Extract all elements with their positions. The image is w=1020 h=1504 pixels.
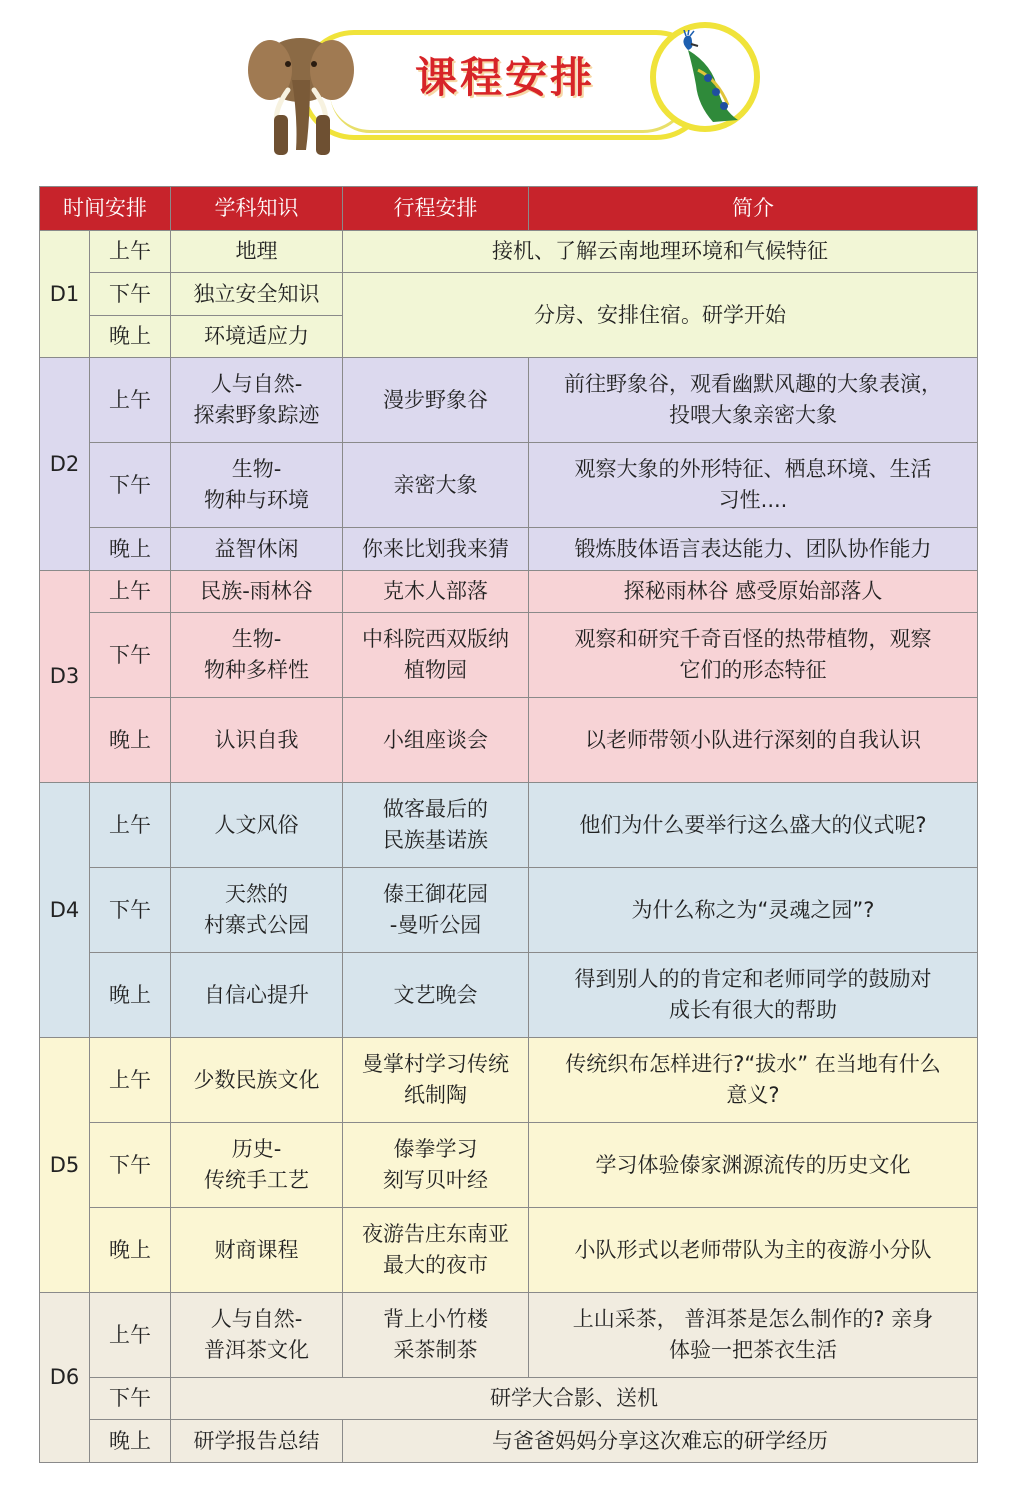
- header-subject: 学科知识: [171, 187, 343, 231]
- header-time: 时间安排: [40, 187, 171, 231]
- itinerary-cell: [343, 953, 529, 1038]
- time-cell: 晚上: [90, 953, 171, 1038]
- cell-line: 植物园: [404, 658, 467, 682]
- cell-line: 探秘雨林谷 感受原始部落人: [623, 579, 883, 603]
- intro-cell: [529, 783, 978, 868]
- merged-cell: 接机、了解云南地理环境和气候特征: [343, 231, 978, 273]
- table-row: [40, 1378, 978, 1420]
- intro-cell: [529, 1293, 978, 1378]
- time-cell: 下午: [90, 1378, 171, 1420]
- cell-line: 锻炼肢体语言表达能力、团队协作能力: [574, 536, 932, 561]
- subject-cell: [171, 1123, 343, 1208]
- cell-line: 背上小竹楼: [383, 1307, 488, 1331]
- table-row: [40, 783, 978, 868]
- itinerary-cell: [343, 1123, 529, 1208]
- cell-line: 研学报告总结: [193, 1428, 320, 1453]
- subject-cell: [171, 698, 343, 783]
- intro-cell: [529, 443, 978, 528]
- itinerary-cell: [343, 1293, 529, 1378]
- cell-line: 得到别人的的肯定和老师同学的鼓励对: [574, 967, 932, 991]
- cell-line: 傣王御花园: [383, 882, 488, 906]
- itinerary-cell: [343, 358, 529, 443]
- time-cell: 晚上: [90, 698, 171, 783]
- cell-line: 探索野象踪迹: [193, 403, 320, 427]
- time-cell: 晚上: [90, 316, 171, 358]
- table-row: [40, 1038, 978, 1123]
- cell-line: 财商课程: [214, 1237, 299, 1262]
- cell-line: 普洱茶文化: [204, 1338, 309, 1362]
- cell-line: 中科院西双版纳: [362, 627, 509, 651]
- cell-line: 曼掌村学习传统: [362, 1052, 509, 1076]
- header-itinerary: 行程安排: [343, 187, 529, 231]
- cell-line: 刻写贝叶经: [383, 1168, 488, 1192]
- subject-cell: [171, 1038, 343, 1123]
- subject-cell: 环境适应力: [171, 316, 343, 358]
- cell-line: 傣拳学习: [393, 1137, 478, 1161]
- table-row: [40, 953, 978, 1038]
- cell-line: 纸制陶: [404, 1083, 467, 1107]
- table-row: [40, 698, 978, 783]
- time-cell: 上午: [90, 1038, 171, 1123]
- itinerary-cell: [343, 571, 529, 613]
- table-row: [40, 358, 978, 443]
- table-row: [40, 1208, 978, 1293]
- time-cell: 下午: [90, 613, 171, 698]
- cell-line: -曼听公园: [389, 913, 482, 937]
- cell-line: 投喂大象亲密大象: [669, 403, 837, 427]
- subject-cell: 地理: [171, 231, 343, 273]
- day-label: D1: [40, 231, 90, 358]
- subject-cell: [171, 783, 343, 868]
- itinerary-cell: [343, 528, 529, 571]
- time-cell: 晚上: [90, 1420, 171, 1463]
- table-row: [40, 231, 978, 273]
- cell-line: 亲密大象: [393, 472, 478, 497]
- subject-cell: [171, 528, 343, 571]
- table-header-row: [40, 187, 978, 231]
- day-label: D2: [40, 358, 90, 571]
- subject-cell: [171, 868, 343, 953]
- cell-line: 生物-: [231, 627, 282, 651]
- cell-line: 少数民族文化: [193, 1067, 320, 1092]
- time-cell: 晚上: [90, 528, 171, 571]
- page-title: 课程安排: [414, 53, 595, 102]
- cell-line: 上山采茶， 普洱茶是怎么制作的? 亲身: [572, 1307, 934, 1331]
- subject-cell: [171, 1208, 343, 1293]
- itinerary-cell: [343, 698, 529, 783]
- cell-line: 物种多样性: [204, 658, 309, 682]
- cell-line: 益智休闲: [214, 536, 299, 561]
- cell-line: 民族基诺族: [383, 828, 488, 852]
- banner: [0, 0, 1020, 180]
- intro-cell: [529, 953, 978, 1038]
- itinerary-cell: [343, 613, 529, 698]
- subject-cell: [171, 613, 343, 698]
- subject-cell: [171, 571, 343, 613]
- day-label: D6: [40, 1293, 90, 1463]
- table-row: [40, 1123, 978, 1208]
- intro-cell: [529, 1208, 978, 1293]
- itinerary-cell: [343, 1038, 529, 1123]
- time-cell: 上午: [90, 571, 171, 613]
- time-cell: 上午: [90, 1293, 171, 1378]
- cell-line: 小队形式以老师带队为主的夜游小分队: [574, 1237, 932, 1262]
- cell-line: 意义?: [726, 1083, 780, 1107]
- cell-line: 克木人部落: [383, 579, 488, 603]
- time-cell: 上午: [90, 358, 171, 443]
- cell-line: 以老师带领小队进行深刻的自我认识: [585, 727, 921, 752]
- cell-line: 采茶制茶: [393, 1338, 478, 1362]
- cell-line: 天然的: [225, 882, 288, 906]
- cell-line: 体验一把茶衣生活: [669, 1338, 837, 1362]
- cell-line: 你来比划我来猜: [362, 536, 509, 561]
- cell-line: 成长有很大的帮助: [669, 998, 837, 1022]
- time-cell: 上午: [90, 231, 171, 273]
- time-cell: 下午: [90, 443, 171, 528]
- itinerary-cell: [343, 443, 529, 528]
- cell-line: 物种与环境: [204, 488, 309, 512]
- intro-cell: [529, 698, 978, 783]
- table-row: [40, 273, 978, 316]
- merged-cell: 研学大合影、送机: [171, 1378, 978, 1420]
- table-row: [40, 443, 978, 528]
- cell-line: 观察大象的外形特征、栖息环境、生活: [574, 457, 932, 481]
- intro-cell: [529, 571, 978, 613]
- subject-cell: [171, 443, 343, 528]
- itinerary-cell: [343, 1208, 529, 1293]
- cell-line: 人文风俗: [214, 812, 299, 837]
- cell-line: 传统织布怎样进行?“拔水” 在当地有什么: [565, 1052, 941, 1076]
- cell-line: 村寨式公园: [204, 913, 309, 937]
- cell-line: 漫步野象谷: [383, 387, 488, 412]
- cell-line: 人与自然-: [210, 1307, 303, 1331]
- cell-line: 最大的夜市: [383, 1253, 488, 1277]
- day-label: D4: [40, 783, 90, 1038]
- cell-line: 它们的形态特征: [679, 658, 827, 682]
- day-label: D5: [40, 1038, 90, 1293]
- day-label: D3: [40, 571, 90, 783]
- itinerary-cell: [343, 783, 529, 868]
- subject-cell: [171, 953, 343, 1038]
- cell-line: 夜游告庄东南亚: [362, 1222, 509, 1246]
- subject-cell: [171, 358, 343, 443]
- time-cell: 下午: [90, 868, 171, 953]
- cell-line: 学习体验傣家渊源流传的历史文化: [595, 1152, 911, 1177]
- merged-cell: 与爸爸妈妈分享这次难忘的研学经历: [343, 1420, 978, 1463]
- time-cell: 上午: [90, 783, 171, 868]
- cell-line: 前往野象谷，观看幽默风趣的大象表演，: [564, 372, 942, 396]
- itinerary-cell: [343, 868, 529, 953]
- cell-line: 民族-雨林谷: [200, 579, 313, 603]
- intro-cell: [529, 528, 978, 571]
- time-cell: 下午: [90, 1123, 171, 1208]
- peacock-icon: [658, 30, 754, 126]
- cell-line: 生物-: [231, 457, 282, 481]
- intro-cell: [529, 613, 978, 698]
- table-row: [40, 528, 978, 571]
- schedule-table: [39, 186, 978, 1463]
- header-intro: 简介: [529, 187, 978, 231]
- intro-cell: [529, 1038, 978, 1123]
- cell-line: 历史-: [231, 1137, 282, 1161]
- table-row: [40, 571, 978, 613]
- subject-cell: [171, 1293, 343, 1378]
- intro-cell: [529, 1123, 978, 1208]
- elephant-icon: [240, 20, 370, 160]
- cell-line: 习性....: [718, 488, 788, 512]
- table-row: [40, 613, 978, 698]
- cell-line: 观察和研究千奇百怪的热带植物，观察: [574, 627, 932, 651]
- table-row: [40, 868, 978, 953]
- cell-line: 传统手工艺: [204, 1168, 309, 1192]
- table-row: [40, 1293, 978, 1378]
- subject-cell: [171, 1420, 343, 1463]
- time-cell: 下午: [90, 273, 171, 316]
- time-cell: 晚上: [90, 1208, 171, 1293]
- cell-line: 为什么称之为“灵魂之园”?: [631, 897, 875, 922]
- cell-line: 文艺晚会: [393, 982, 478, 1007]
- intro-cell: [529, 358, 978, 443]
- cell-line: 小组座谈会: [383, 727, 488, 752]
- merged-cell: 分房、安排住宿。研学开始: [343, 273, 978, 358]
- subject-cell: 独立安全知识: [171, 273, 343, 316]
- intro-cell: [529, 868, 978, 953]
- cell-line: 认识自我: [214, 727, 299, 752]
- cell-line: 人与自然-: [210, 372, 303, 396]
- cell-line: 他们为什么要举行这么盛大的仪式呢?: [579, 812, 927, 837]
- table-row: [40, 1420, 978, 1463]
- cell-line: 做客最后的: [383, 797, 488, 821]
- cell-line: 自信心提升: [204, 982, 309, 1007]
